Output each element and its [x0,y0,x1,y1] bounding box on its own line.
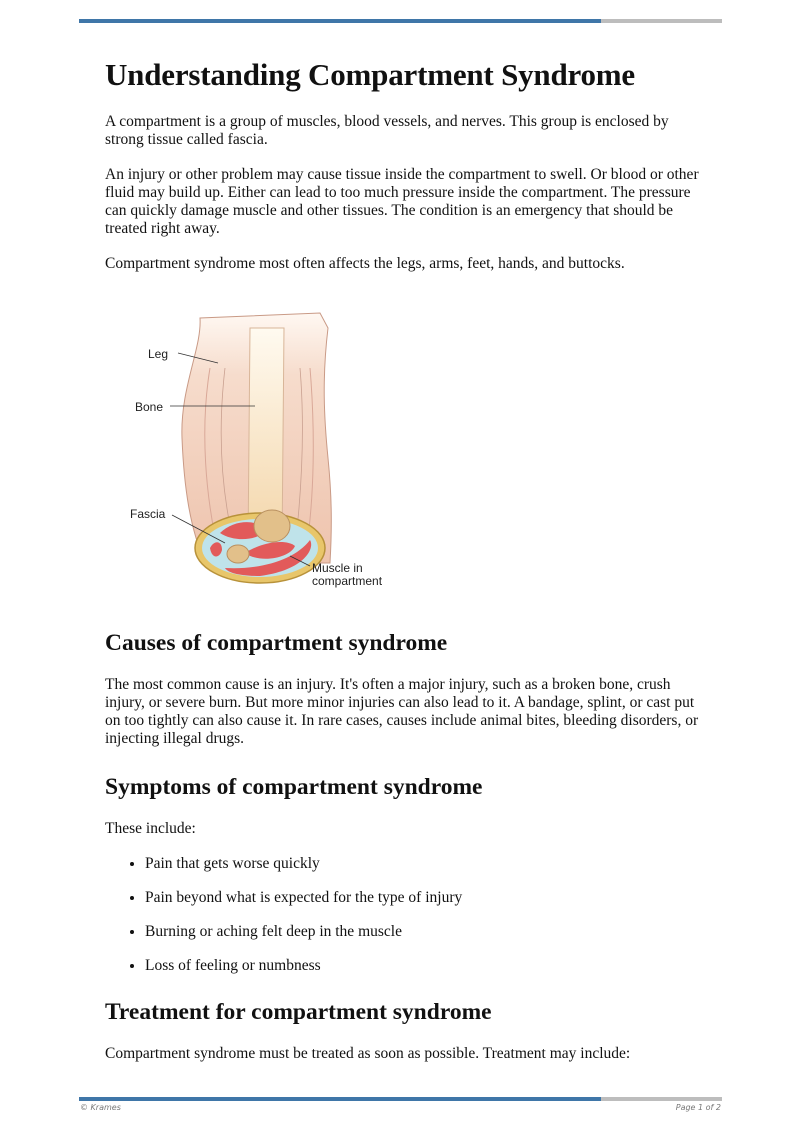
footer-rule-accent [79,1097,601,1101]
treatment-heading: Treatment for compartment syndrome [105,999,492,1025]
label-muscle-line1: Muscle in [312,561,363,575]
header-rule [79,19,722,23]
footer-rule-grey [601,1097,722,1101]
label-leg: Leg [148,347,169,361]
label-fascia: Fascia [130,507,166,521]
symptoms-intro: These include: [105,820,196,837]
list-item: • Burning or aching felt deep in the muscle [145,923,705,941]
label-bone: Bone [135,400,164,414]
symptoms-list [105,855,705,975]
intro-paragraph: A compartment is a group of muscles, blood vessels, and nerves. This group is enclosed by strong tissue called fascia. [105,113,669,148]
label-muscle [312,562,382,588]
header-rule-grey [601,19,722,23]
list-item: • Pain beyond what is expected for the type of injury [145,889,705,907]
list-item: • Loss of feeling or numbness [145,957,705,975]
footer-page-number: Page 1 of 2 [675,1103,721,1112]
causes-heading: Causes of compartment syndrome [105,630,448,656]
intro-paragraph: An injury or other problem may cause tissue inside the compartment to swell. Or blood or other fluid may build up. Either can lead to too much pressure inside the compartment. The pressure can quickly damage muscle and other tissues. The condition is an emergency that should be treated right away. [105,166,699,237]
footer-rule [79,1097,722,1101]
causes-paragraph: The most common cause is an injury. It's often a major injury, such as a broken bone, crush injury, or severe burn. But more minor injuries can also lead to it. A bandage, splint, or cast put on too tightly can also cause it. In rare cases, causes include animal bites, bleeding disorders, or injecting illegal drugs. [105,676,699,747]
page-title: Understanding Compartment Syndrome [105,57,635,92]
symptoms-heading: Symptoms of compartment syndrome [105,774,483,800]
treatment-paragraph: Compartment syndrome must be treated as soon as possible. Treatment may include: [105,1045,631,1062]
intro-paragraph: Compartment syndrome most often affects the legs, arms, feet, hands, and buttocks. [105,255,625,272]
leg-illustration [110,308,410,598]
header-rule-accent [79,19,601,23]
document-body [105,55,705,1080]
list-item: • Pain that gets worse quickly [145,855,705,873]
label-muscle-line2: compartment [312,574,383,588]
footer-copyright: © Krames [80,1103,121,1112]
